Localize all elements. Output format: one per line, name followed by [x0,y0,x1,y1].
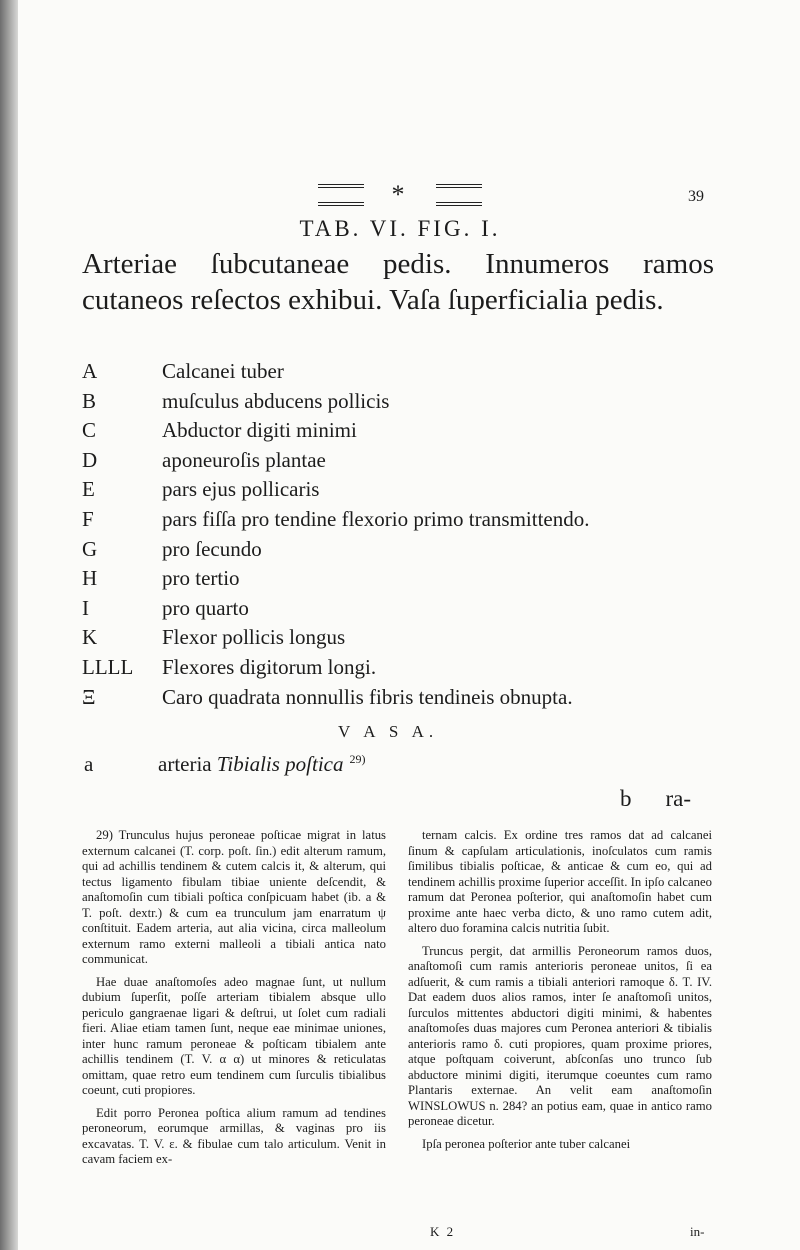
vasa-text: arteria [158,752,212,776]
legend-row [82,446,722,476]
page-title: TAB. VI. FIG. I. [299,216,501,241]
legend-desc: Flexores digitorum longi. [162,654,377,679]
legend-desc: Abductor digiti minimi [162,418,357,443]
page-number: 39 [688,188,704,205]
legend-key: LLLL [82,654,134,679]
legend-key: F [82,506,94,531]
right-ornament-icon [436,184,482,206]
footnote-paragraph: Ipſa peronea poſterior ante tuber calcanei [422,1136,631,1151]
footnote-paragraph: ternam calcis. Ex ordine tres ramos dat ad calcanei ſinum & capſulam articulationis, inoſculatos cum ramis ſimilibus tibialis poſticae, & anticae & cum eo, qui ad tendinem achillis proxime ſuperior acceſſit. In ipſo calcaneo ramum dat Peronea poſterior, qui anaſtomoſin habet cum proxime ante haec verba dicto, & uno ramo cutem adit, altero duo foramina calcis nutritia ſubit. [408,828,712,935]
legend-row [82,594,722,624]
legend-desc: aponeuroſis plantae [162,447,326,472]
footnote-column-right [408,828,712,1159]
legend-key: G [82,536,98,561]
left-ornament-icon [318,184,364,206]
legend-row [82,505,722,535]
signature-mark: K 2 [430,1224,456,1239]
legend-desc: pro tertio [162,566,240,591]
footnote-paragraph: Truncus pergit, dat armillis Peroneorum ramos duos, anaſtomoſi cum ramis anterioris peroneae unitos, ſi ea adſuerit, & cum ramis a tibiali anteriori ramoque δ. T. IV. Dat eadem duos alios ramos, inter ſe anaſtomoſi unitos, ſurculos mittentes abductori digiti minimi, & habentes anaſtomoſes duas majores cum Peronea anteriori & tibialis anterioris ramo δ. cuti propiores, quam proxime priores, atque poſtquam coiverunt, abſconſas uno trunco ſub abductore minimi digiti, iterumque coeuntes cum ramo Plantaris externae. An velit eam anaſtomoſin WINSLOWUS n. 284? an potius eam, quae in antico ramo peroneae dicetur. [408,943,712,1128]
vasa-heading: V A S A. [338,722,439,741]
figure-legend [82,357,722,712]
legend-desc: pars ejus pollicaris [162,477,320,502]
legend-key: K [82,625,98,650]
legend-row [82,357,722,387]
legend-desc: muſculus abducens pollicis [162,388,390,413]
legend-row [82,564,722,594]
legend-key: E [82,477,95,502]
star-ornament: * [391,180,409,209]
vasa-artery-name: Tibialis poſtica [216,752,344,776]
intro-paragraph: Arteriae ſubcutaneae pedis. Innumeros ramos cutaneos reſectos exhibui. Vaſa ſuperficialia pedis. [82,248,714,316]
catchword: in- [690,1224,705,1239]
legend-key: C [82,418,97,443]
vasa-row-b [620,786,691,812]
legend-key: D [82,447,98,472]
legend-row [82,653,722,683]
footnote-paragraph: 29) Trunculus hujus peroneae poſticae migrat in latus externum calcanei (T. corp. poſt. ſin.) edit alterum ramum, qui ad achillis tendinem & cutem calcis it, & alterum, qui tectus ligamento fibulam tibiae uniente deſcendit, & anaſtomoſin cum tibiali poſtica conſpicuam habet (ib. a & T. poſt. dextr.) & cum ea trunculum jam enarratum ψ conſtituit. Eadem arteria, aut alia vicina, circa malleolum externum ramo externi malleoli a tibiali antica nato communicat. [82,828,386,966]
legend-desc: pro ſecundo [162,536,262,561]
vasa-key: b [620,786,632,811]
legend-key: A [82,359,98,383]
legend-key: H [82,566,98,591]
legend-row [82,416,722,446]
legend-desc: Flexor pollicis longus [162,625,346,650]
legend-row [82,683,722,713]
footnote-paragraph: Edit porro Peronea poſtica alium ramum ad tendines peroneorum, eorumque armillas, & vaginas pro iis excavatas. T. V. ε. & fibulae cum talo articulum. Venit in cavam faciem ex- [82,1105,386,1166]
footnote-ref: 29) [349,752,366,766]
vasa-key: a [84,752,94,776]
legend-row [82,475,722,505]
legend-row [82,387,722,417]
footnote-column-left [82,828,386,1175]
legend-row [82,535,722,565]
legend-key: I [82,595,89,620]
header-ornament [0,180,800,210]
legend-key: B [82,388,97,413]
vasa-row-a [84,752,365,777]
footnote-paragraph: Hae duae anaſtomoſes adeo magnae ſunt, ut nullum dubium ſuperſit, poſſe arteriam tibialem absque ullo periculo gangraenae ligari & deſtrui, ut ſolet cum radiali fieri. Aliae etiam tamen ſunt, neque eae minimae uniones, inter hunc ramum peroneae & poſticam tibialem ante achillis tendinem (T. V. α α) ut minores & reticulatas omittam, quae retro eum tendinem cum ſurculis tibialibus coeunt, cuti propiores. [82,974,386,1097]
legend-key: Ξ [82,684,96,709]
legend-row [82,623,722,653]
legend-desc: Calcanei tuber [162,359,284,383]
legend-desc: pars fiſſa pro tendine flexorio primo transmittendo. [162,506,590,531]
legend-desc: pro quarto [162,595,249,620]
vasa-text: ra- [665,786,692,811]
legend-desc: Caro quadrata nonnullis fibris tendineis obnupta. [162,684,573,709]
